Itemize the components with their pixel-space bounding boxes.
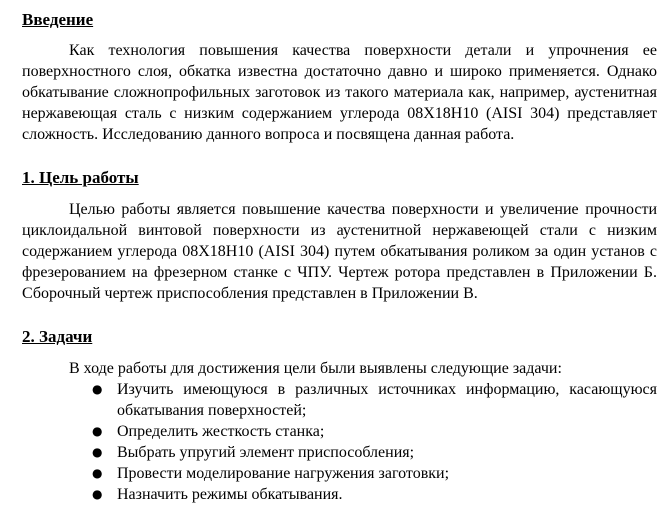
- list-item: [92, 379, 657, 421]
- heading-goal: 1. Цель работы: [22, 168, 139, 187]
- bullet-icon: ●: [92, 466, 103, 480]
- list-item: [92, 442, 657, 463]
- section-introduction: [22, 9, 657, 145]
- bullet-icon: ●: [92, 424, 103, 438]
- section-goal: [22, 167, 657, 304]
- paragraph-goal: Целью работы является повышение качества поверхности и увеличение прочности циклоидальной винтовой поверхности из аустенитной нержавеющей стали с низким содержанием углерода 08Х18Н10 (AISI 304) путем обкатывания роликом за один установ с фрезерованием на фрезерном станке с ЧПУ. Чертеж ротора представлен в Приложении Б. Сборочный чертеж приспособления представлен в Приложении В.: [22, 201, 657, 302]
- section-tasks: [22, 326, 657, 505]
- task-list: [22, 379, 657, 505]
- heading-introduction: Введение: [22, 10, 94, 29]
- bullet-icon: ●: [92, 445, 103, 459]
- list-item-text: Выбрать упругий элемент приспособления;: [117, 444, 415, 461]
- heading-tasks: 2. Задачи: [22, 327, 93, 346]
- paragraph-tasks-intro: В ходе работы для достижения цели были выявлены следующие задачи:: [69, 360, 562, 377]
- bullet-icon: ●: [92, 487, 103, 501]
- list-item: [92, 421, 657, 442]
- paragraph-introduction: Как технология повышения качества поверхности детали и упрочнения ее поверхностного слоя, обкатка известна достаточно давно и широко применяется. Однако обкатывание сложнопрофильных заготовок из такого материала как, например, аустенитная нержавеющая сталь с низким содержанием углерода 08Х18Н10 (AISI 304) представляет сложность. Исследованию данного вопроса и посвящена данная работа.: [22, 42, 657, 143]
- list-item-text: Изучить имеющуюся в различных источниках информацию, касающуюся обкатывания поверхностей;: [117, 381, 657, 419]
- list-item-text: Назначить режимы обкатывания.: [117, 486, 343, 503]
- bullet-icon: ●: [92, 382, 103, 396]
- list-item: [92, 484, 657, 505]
- list-item: [92, 463, 657, 484]
- list-item-text: Определить жесткость станка;: [117, 423, 325, 440]
- list-item-text: Провести моделирование нагружения заготовки;: [117, 465, 450, 482]
